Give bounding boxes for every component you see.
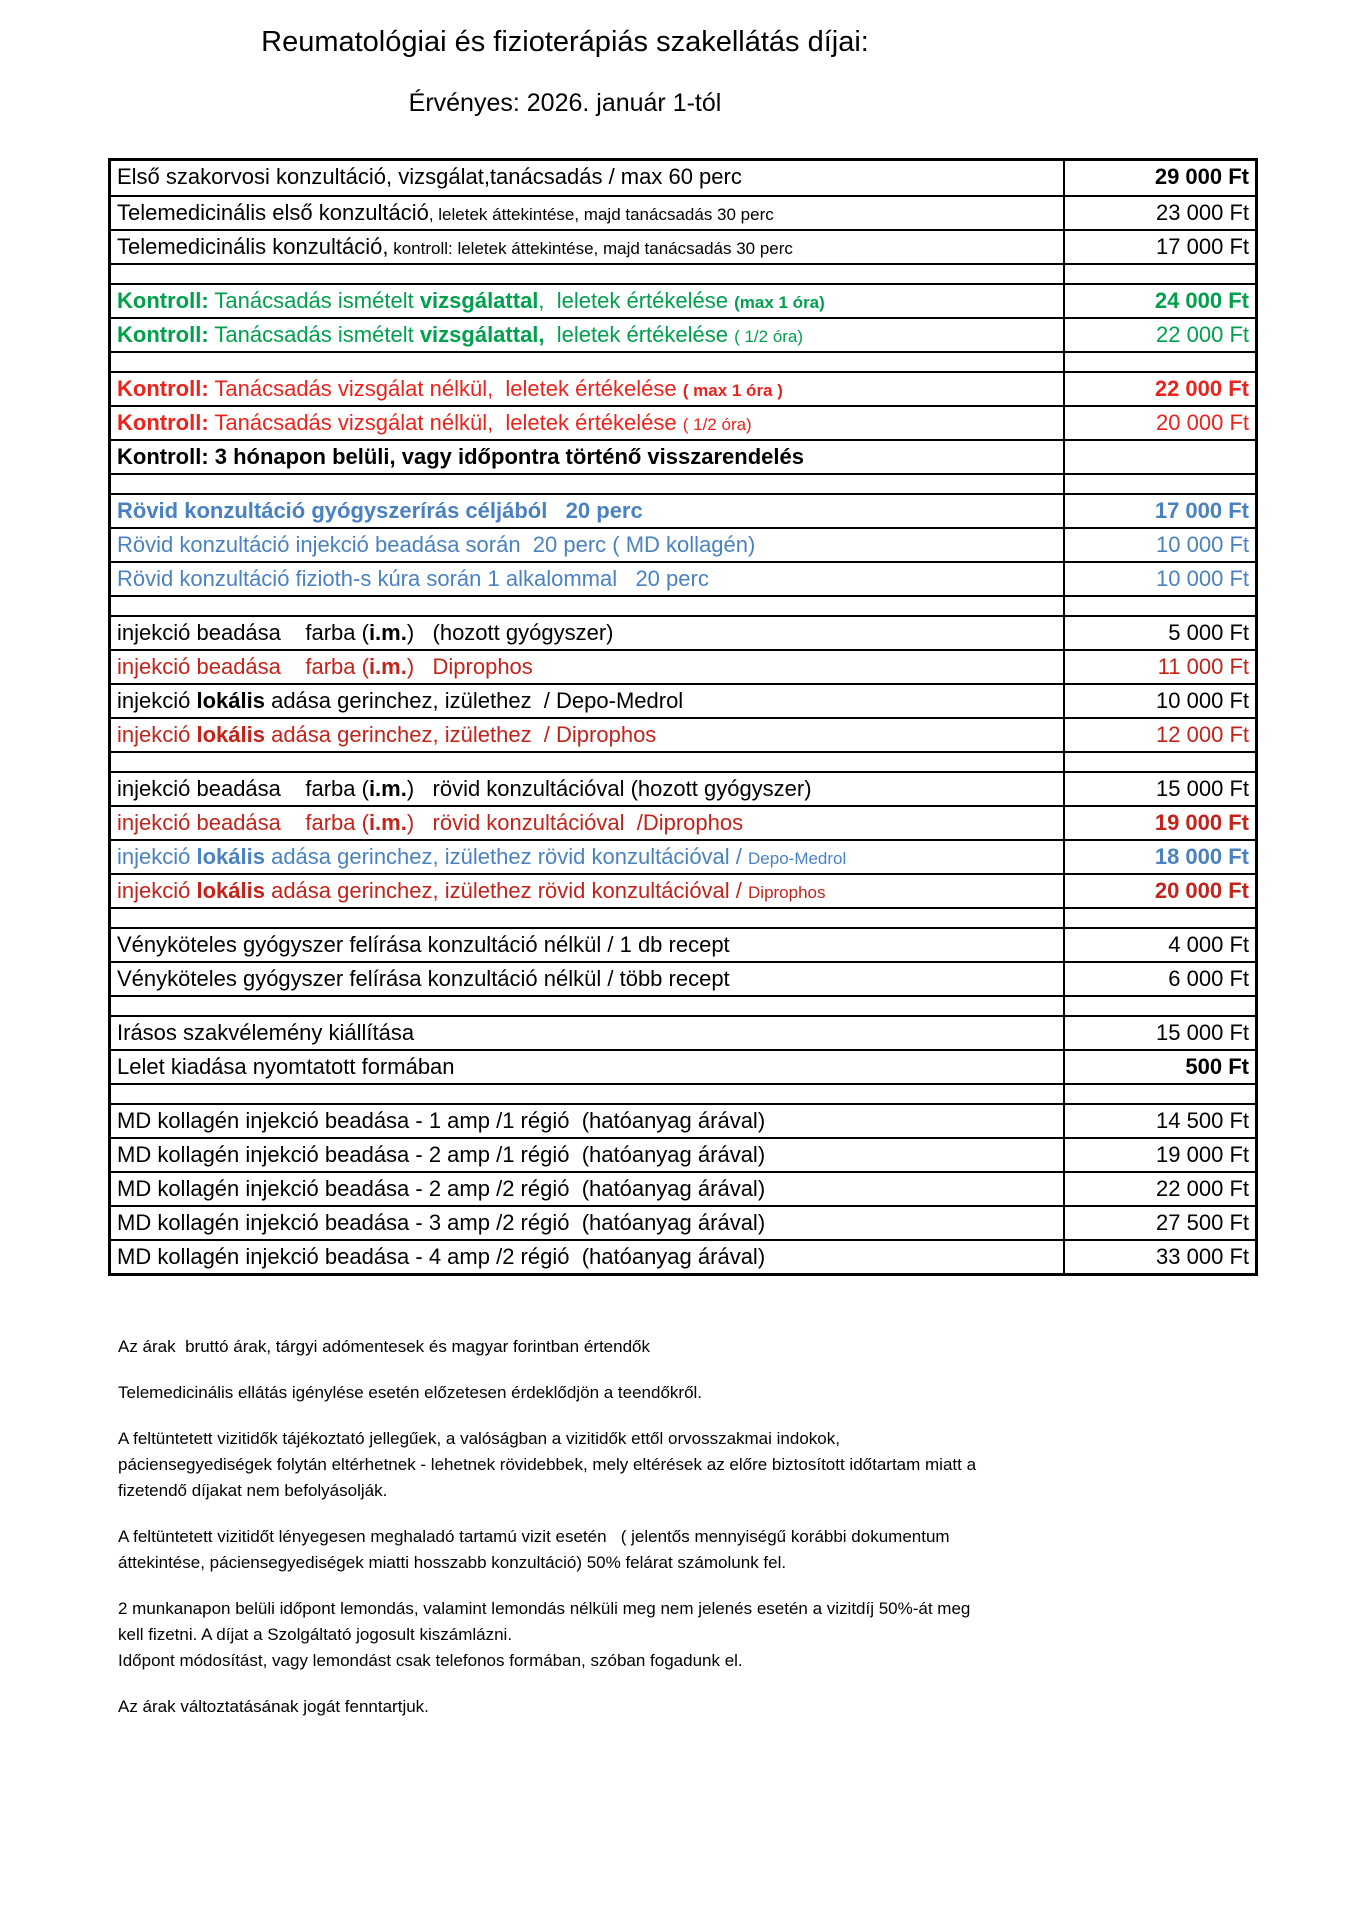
label-segment: Kontroll:: [117, 288, 209, 313]
table-row: [111, 527, 1255, 561]
table-row: [111, 927, 1255, 961]
notes: [118, 1334, 988, 1740]
label-segment: ( 1/2 óra): [682, 415, 752, 434]
row-label: [111, 441, 1063, 473]
label-segment: i.m.: [368, 810, 407, 835]
table-row: [111, 493, 1255, 527]
row-label: [111, 1051, 1063, 1083]
row-label: [111, 161, 1063, 195]
label-segment: Lelet kiadása nyomtatott formában: [117, 1054, 455, 1079]
table-row: [111, 195, 1255, 229]
label-segment: injekció: [117, 844, 197, 869]
row-price: 14 500 Ft: [1063, 1105, 1255, 1137]
row-label: [111, 407, 1063, 439]
spacer-row: [111, 351, 1255, 371]
row-price: [1063, 265, 1255, 283]
label-segment: Kontroll:: [117, 410, 209, 435]
table-row: [111, 283, 1255, 317]
row-label: [111, 197, 1063, 229]
row-price: 19 000 Ft: [1063, 1139, 1255, 1171]
row-label: [111, 1207, 1063, 1239]
row-price: [1063, 353, 1255, 371]
row-price: 12 000 Ft: [1063, 719, 1255, 751]
label-segment: i.m.: [368, 654, 407, 679]
note-line: A feltüntetett vizitidők tájékoztató jellegűek, a valóságban a vizitidők ettől orvosszakmai indokok, páciensegyediségek folytán eltérhetnek - lehetnek rövidebbek, mely eltérések az előre biztosított időtartam miatt a fizetendő díjakat nem befolyásolják.: [118, 1429, 986, 1500]
table-row: [111, 961, 1255, 995]
label-segment: injekció beadása farba (: [117, 810, 369, 835]
table-row: [111, 439, 1255, 473]
row-label: [111, 1139, 1063, 1171]
label-segment: Első szakorvosi konzultáció, vizsgálat,tanácsadás / max 60 perc: [117, 164, 742, 189]
label-segment: injekció beadása farba (: [117, 620, 369, 645]
label-segment: injekció: [117, 688, 197, 713]
row-label: [111, 651, 1063, 683]
label-segment: Vényköteles gyógyszer felírása konzultáció nélkül / 1 db recept: [117, 932, 730, 957]
label-segment: injekció beadása farba (: [117, 776, 369, 801]
row-price: 15 000 Ft: [1063, 773, 1255, 805]
row-price: 4 000 Ft: [1063, 929, 1255, 961]
label-segment: MD kollagén injekció beadása - 2 amp /2 régió (hatóanyag árával): [117, 1176, 766, 1201]
row-label: [111, 1173, 1063, 1205]
note-paragraph: [118, 1334, 988, 1360]
note-line: A feltüntetett vizitidőt lényegesen meghaladó tartamú vizit esetén ( jelentős mennyiségű korábbi dokumentum áttekintése, páciensegyediségek miatti hosszabb konzultáció) 50% felárat számolunk fel.: [118, 1527, 955, 1572]
row-price: 11 000 Ft: [1063, 651, 1255, 683]
row-price: 23 000 Ft: [1063, 197, 1255, 229]
row-label: [111, 807, 1063, 839]
row-price: 19 000 Ft: [1063, 807, 1255, 839]
spacer-row: [111, 473, 1255, 493]
label-segment: , leletek áttekintése, majd tanácsadás 30 perc: [428, 205, 774, 224]
label-segment: Telemedicinális konzultáció,: [117, 234, 389, 259]
table-row: [111, 317, 1255, 351]
row-price: [1063, 441, 1255, 473]
spacer-row: [111, 907, 1255, 927]
label-segment: Vényköteles gyógyszer felírása konzultáció nélkül / több recept: [117, 966, 730, 991]
row-price: 10 000 Ft: [1063, 563, 1255, 595]
table-row: [111, 805, 1255, 839]
label-segment: Tanácsadás ismételt: [208, 288, 420, 313]
row-label: [111, 1105, 1063, 1137]
row-price: 33 000 Ft: [1063, 1241, 1255, 1273]
row-label: [111, 617, 1063, 649]
table-row: [111, 771, 1255, 805]
row-price: 18 000 Ft: [1063, 841, 1255, 873]
note-paragraph: [118, 1596, 988, 1674]
label-segment: Kontroll: 3 hónapon belüli, vagy időpontra történő visszarendelés: [117, 444, 804, 469]
row-price: [1063, 909, 1255, 927]
row-price: 10 000 Ft: [1063, 529, 1255, 561]
document-header: [100, 26, 1030, 118]
row-label: [111, 495, 1063, 527]
row-label: [111, 909, 1063, 927]
row-price: 22 000 Ft: [1063, 373, 1255, 405]
label-segment: MD kollagén injekció beadása - 3 amp /2 régió (hatóanyag árával): [117, 1210, 766, 1235]
row-price: 24 000 Ft: [1063, 285, 1255, 317]
label-segment: , leletek értékelése: [538, 288, 735, 313]
label-segment: Kontroll:: [117, 322, 209, 347]
row-label: [111, 719, 1063, 751]
label-segment: lokális: [196, 878, 265, 903]
label-segment: Rövid konzultáció injekció beadása során 20 perc ( MD kollagén): [117, 532, 756, 557]
label-segment: injekció: [117, 722, 197, 747]
label-segment: kontroll: leletek áttekintése, majd tanácsadás 30 perc: [388, 239, 793, 258]
spacer-row: [111, 751, 1255, 771]
label-segment: i.m.: [368, 776, 407, 801]
valid-from-line: Érvényes: 2026. január 1-tól: [408, 89, 722, 117]
label-segment: injekció: [117, 878, 197, 903]
label-segment: ) Diprophos: [406, 654, 533, 679]
row-price: 20 000 Ft: [1063, 407, 1255, 439]
table-row: [111, 1049, 1255, 1083]
row-price: [1063, 597, 1255, 615]
label-segment: MD kollagén injekció beadása - 4 amp /2 régió (hatóanyag árával): [117, 1244, 766, 1269]
note-paragraph: [118, 1524, 988, 1576]
note-line: Az árak bruttó árak, tárgyi adómentesek és magyar forintban értendők: [118, 1337, 650, 1356]
table-row: [111, 1015, 1255, 1049]
note-line: Telemedicinális ellátás igénylése esetén előzetesen érdeklődjön a teendőkről.: [118, 1383, 703, 1402]
row-price: 17 000 Ft: [1063, 495, 1255, 527]
label-segment: MD kollagén injekció beadása - 1 amp /1 régió (hatóanyag árával): [117, 1108, 766, 1133]
table-row: [111, 161, 1255, 195]
label-segment: leletek értékelése: [544, 322, 735, 347]
row-price: [1063, 475, 1255, 493]
label-segment: adása gerinchez, izülethez / Depo-Medrol: [264, 688, 684, 713]
table-row: [111, 561, 1255, 595]
row-label: [111, 1085, 1063, 1103]
note-line: Az árak változtatásának jogát fenntartjuk.: [118, 1697, 429, 1716]
label-segment: adása gerinchez, izülethez rövid konzultációval /: [264, 844, 749, 869]
note-paragraph: [118, 1426, 988, 1504]
row-label: [111, 685, 1063, 717]
row-label: [111, 753, 1063, 771]
note-paragraph: [118, 1380, 988, 1406]
label-segment: MD kollagén injekció beadása - 2 amp /1 régió (hatóanyag árával): [117, 1142, 766, 1167]
row-label: [111, 475, 1063, 493]
label-segment: adása gerinchez, izülethez rövid konzultációval /: [264, 878, 749, 903]
row-price: 29 000 Ft: [1063, 161, 1255, 195]
table-row: [111, 873, 1255, 907]
spacer-row: [111, 595, 1255, 615]
label-segment: Kontroll:: [117, 376, 209, 401]
label-segment: ( 1/2 óra): [734, 327, 804, 346]
row-label: [111, 875, 1063, 907]
label-segment: (max 1 óra): [734, 293, 825, 312]
label-segment: Diprophos: [748, 883, 826, 902]
table-row: [111, 405, 1255, 439]
row-price: 22 000 Ft: [1063, 1173, 1255, 1205]
row-price: 17 000 Ft: [1063, 231, 1255, 263]
row-label: [111, 373, 1063, 405]
table-row: [111, 615, 1255, 649]
label-segment: ) rövid konzultációval /Diprophos: [406, 810, 744, 835]
label-segment: Tanácsadás vizsgálat nélkül, leletek értékelése: [208, 376, 683, 401]
row-label: [111, 997, 1063, 1015]
label-segment: lokális: [196, 722, 265, 747]
label-segment: i.m.: [368, 620, 407, 645]
row-price: 5 000 Ft: [1063, 617, 1255, 649]
table-row: [111, 1171, 1255, 1205]
label-segment: Tanácsadás ismételt: [208, 322, 420, 347]
spacer-row: [111, 995, 1255, 1015]
label-segment: vizsgálattal: [419, 288, 539, 313]
row-label: [111, 841, 1063, 873]
row-price: 10 000 Ft: [1063, 685, 1255, 717]
label-segment: adása gerinchez, izülethez / Diprophos: [264, 722, 657, 747]
label-segment: vizsgálattal,: [419, 322, 545, 347]
table-row: [111, 371, 1255, 405]
table-row: [111, 229, 1255, 263]
row-label: [111, 285, 1063, 317]
row-price: 15 000 Ft: [1063, 1017, 1255, 1049]
note-line: 2 munkanapon belüli időpont lemondás, valamint lemondás nélküli meg nem jelenés esetén a vizitdíj 50%-át meg kell fizetni. A díjat a Szolgáltató jogosult kiszámlázni.: [118, 1599, 976, 1644]
table-row: [111, 1103, 1255, 1137]
label-segment: lokális: [196, 844, 265, 869]
row-label: [111, 1017, 1063, 1049]
note-paragraph: [118, 1694, 988, 1720]
label-segment: injekció beadása farba (: [117, 654, 369, 679]
row-label: [111, 529, 1063, 561]
table-row: [111, 1205, 1255, 1239]
row-label: [111, 231, 1063, 263]
row-price: 27 500 Ft: [1063, 1207, 1255, 1239]
row-label: [111, 773, 1063, 805]
row-price: 6 000 Ft: [1063, 963, 1255, 995]
table-row: [111, 839, 1255, 873]
label-segment: Telemedicinális első konzultáció: [117, 200, 429, 225]
label-segment: Tanácsadás vizsgálat nélkül, leletek értékelése: [208, 410, 683, 435]
price-table: [108, 158, 1258, 1276]
row-label: [111, 353, 1063, 371]
row-label: [111, 1241, 1063, 1273]
row-price: [1063, 997, 1255, 1015]
table-row: [111, 717, 1255, 751]
row-price: [1063, 753, 1255, 771]
label-segment: lokális: [196, 688, 265, 713]
row-label: [111, 963, 1063, 995]
table-row: [111, 683, 1255, 717]
row-price: [1063, 1085, 1255, 1103]
label-segment: Depo-Medrol: [748, 849, 847, 868]
row-price: 500 Ft: [1063, 1051, 1255, 1083]
row-label: [111, 265, 1063, 283]
spacer-row: [111, 1083, 1255, 1103]
label-segment: Rövid konzultáció fizioth-s kúra során 1 alkalommal 20 perc: [117, 566, 709, 591]
label-segment: Irásos szakvélemény kiállítása: [117, 1020, 415, 1045]
label-segment: ) (hozott gyógyszer): [406, 620, 614, 645]
table-row: [111, 1239, 1255, 1273]
row-label: [111, 319, 1063, 351]
label-segment: Rövid konzultáció gyógyszerírás céljából 20 perc: [117, 498, 643, 523]
label-segment: ) rövid konzultációval (hozott gyógyszer): [406, 776, 812, 801]
note-line: Időpont módosítást, vagy lemondást csak telefonos formában, szóban fogadunk el.: [118, 1651, 743, 1670]
row-price: 20 000 Ft: [1063, 875, 1255, 907]
row-label: [111, 929, 1063, 961]
table-row: [111, 1137, 1255, 1171]
row-price: 22 000 Ft: [1063, 319, 1255, 351]
label-segment: ( max 1 óra ): [682, 381, 783, 400]
row-label: [111, 563, 1063, 595]
row-label: [111, 597, 1063, 615]
table-row: [111, 649, 1255, 683]
page-title: Reumatológiai és fizioterápiás szakellátás díjai:: [261, 26, 869, 58]
spacer-row: [111, 263, 1255, 283]
